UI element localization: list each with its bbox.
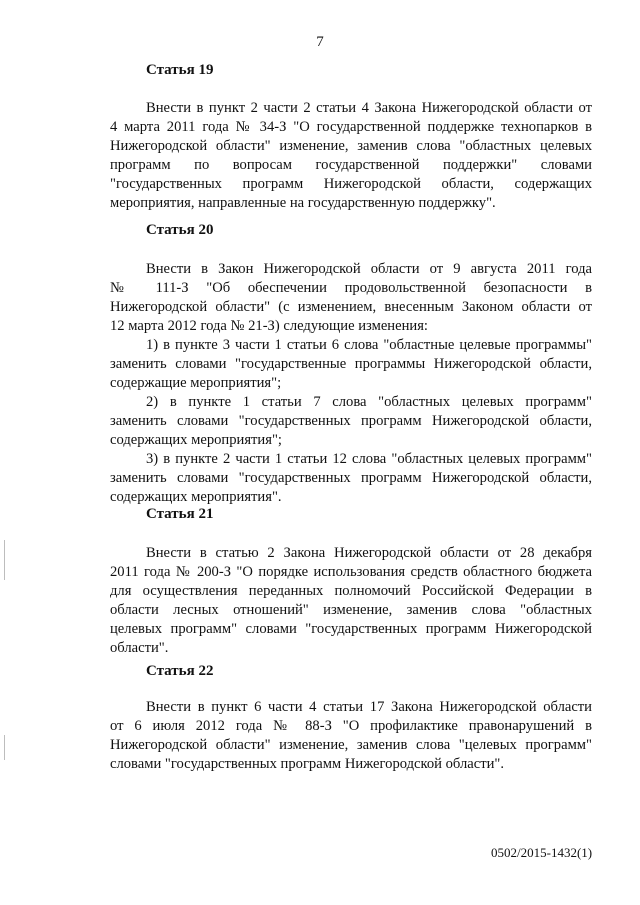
article-20-line: заменить словами "государственных программ Нижегородской области, bbox=[110, 470, 592, 486]
article-20-line: Нижегородской области" (с изменением, внесенным Законом области от bbox=[110, 299, 592, 315]
article-21-line: области лесных отношений" изменение, заменив слова "областных bbox=[110, 602, 592, 618]
article-20-line: 12 марта 2012 года № 21-З) следующие изменения: bbox=[110, 318, 428, 334]
article-21-line: 2011 года № 200-З "О порядке использования средств областного бюджета bbox=[110, 564, 592, 580]
article-22-line: от 6 июля 2012 года № 88-З "О профилактике правонарушений в bbox=[110, 718, 592, 734]
article-21-line: Внести в статью 2 Закона Нижегородской области от 28 декабря bbox=[146, 545, 592, 561]
article-20-line: 3) в пункте 2 части 1 статьи 12 слова "областных целевых программ" bbox=[146, 451, 592, 467]
article-22-heading: Статья 22 bbox=[146, 663, 214, 679]
article-20-line: содержащие мероприятия"; bbox=[110, 375, 282, 391]
article-19-line: 4 марта 2011 года № 34-З "О государственной поддержке технопарков в bbox=[110, 119, 592, 135]
article-19-line: "государственных программ Нижегородской области, содержащих bbox=[110, 176, 592, 192]
document-code: 0502/2015-1432(1) bbox=[491, 845, 593, 860]
article-20-line: 1) в пункте 3 части 1 статьи 6 слова "областные целевые программы" bbox=[146, 337, 592, 353]
scan-edge-line bbox=[4, 540, 5, 580]
article-20-line: заменить словами "государственных программ Нижегородской области, bbox=[110, 413, 592, 429]
article-21-heading: Статья 21 bbox=[146, 506, 214, 522]
article-22-line: Внести в пункт 6 части 4 статьи 17 Закона Нижегородской области bbox=[146, 699, 592, 715]
article-20-line: заменить словами "государственные программы Нижегородской области, bbox=[110, 356, 592, 372]
article-19-line: программ по вопросам государственной поддержки" словами bbox=[110, 157, 592, 173]
scan-edge-line bbox=[4, 735, 5, 760]
article-20-heading: Статья 20 bbox=[146, 222, 214, 238]
article-19-heading: Статья 19 bbox=[146, 62, 214, 78]
article-22-line: словами "государственных программ Нижегородской области". bbox=[110, 756, 505, 772]
article-21-line: для осуществления переданных полномочий Российской Федерации в bbox=[110, 583, 592, 599]
article-20-line: № 111-З "Об обеспечении продовольственной безопасности в bbox=[110, 280, 592, 296]
article-20-line: 2) в пункте 1 статьи 7 слова "областных целевых программ" bbox=[146, 394, 592, 410]
article-21-line: области". bbox=[110, 640, 169, 656]
article-19-line: Нижегородской области" изменение, заменив слова "областных целевых bbox=[110, 138, 592, 154]
article-19-line: Внести в пункт 2 части 2 статьи 4 Закона Нижегородской области от bbox=[146, 100, 592, 116]
page-number: 7 bbox=[316, 34, 324, 50]
article-20-line: содержащих мероприятия"; bbox=[110, 432, 282, 448]
article-22-line: Нижегородской области" изменение, заменив слова "целевых программ" bbox=[110, 737, 592, 753]
article-21-line: целевых программ" словами "государственных программ Нижегородской bbox=[110, 621, 592, 637]
article-20-line: содержащих мероприятия". bbox=[110, 489, 282, 505]
article-20-line: Внести в Закон Нижегородской области от 9 августа 2011 года bbox=[146, 261, 592, 277]
article-19-line: мероприятия, направленные на государственную поддержку". bbox=[110, 195, 496, 211]
